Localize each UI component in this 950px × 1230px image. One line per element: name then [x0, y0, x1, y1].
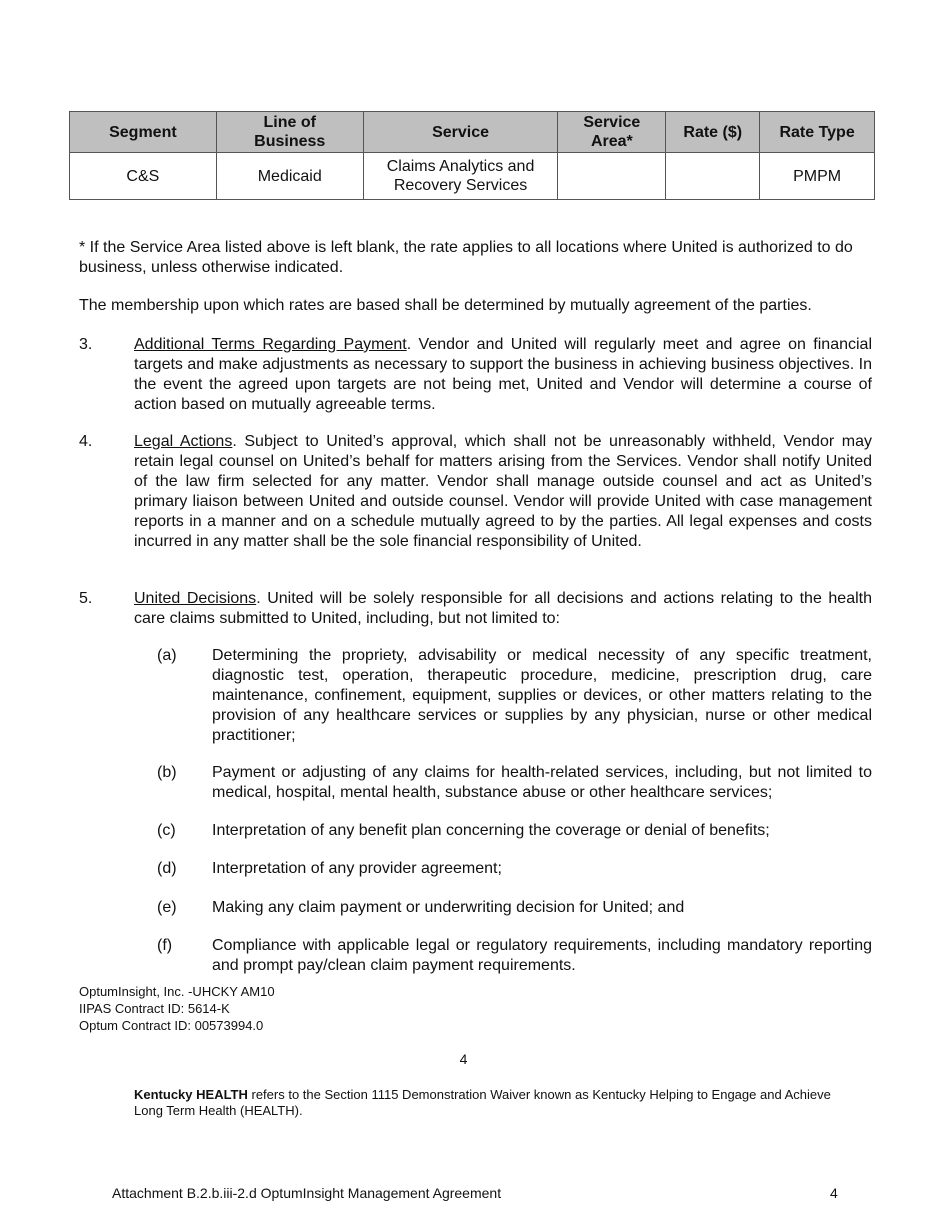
note-bold-term: Kentucky HEALTH	[134, 1087, 248, 1102]
header-rate: Rate ($)	[666, 112, 760, 153]
header-line-of-business: Line of Business	[216, 112, 363, 153]
section-5-title: United Decisions	[134, 590, 257, 607]
section-4-body	[134, 432, 872, 552]
cell-rate	[666, 153, 760, 200]
subitem-e-text: Making any claim payment or underwriting decision for United; and	[212, 899, 685, 916]
table-header-row	[70, 112, 875, 153]
subitem-c-label: (c)	[157, 822, 176, 839]
cell-rate-type: PMPM	[760, 153, 875, 200]
table-row	[70, 153, 875, 200]
attachment-title: Attachment B.2.b.iii-2.d OptumInsight Management Agreement	[112, 1185, 502, 1201]
section-3-number: 3.	[79, 336, 93, 353]
contract-iipas-id: IIPAS Contract ID: 5614-K	[79, 1001, 230, 1016]
cell-segment: C&S	[70, 153, 217, 200]
section-3-body	[134, 335, 872, 415]
subitem-a-label: (a)	[157, 647, 177, 664]
subitem-d-text: Interpretation of any provider agreement;	[212, 860, 502, 877]
kentucky-health-note	[134, 1087, 844, 1119]
subitem-f-label: (f)	[157, 937, 173, 954]
section-5-text: . United will be solely responsible for all decisions and actions relating to the health care claims submitted to United, including, but not limited to:	[134, 590, 873, 627]
header-segment: Segment	[70, 112, 217, 153]
contract-optum-id: Optum Contract ID: 00573994.0	[79, 1018, 264, 1033]
subitem-b-text: Payment or adjusting of any claims for health-related services, including, but not limited to medical, hospital, mental health, substance abuse or other healthcare services;	[212, 764, 872, 801]
cell-service: Claims Analytics and Recovery Services	[363, 153, 558, 200]
section-5-number: 5.	[79, 590, 93, 607]
service-area-footnote: * If the Service Area listed above is left blank, the rate applies to all locations where United is authorized to do business, unless otherwise indicated.	[79, 239, 853, 276]
rate-table	[69, 111, 875, 200]
attachment-page-number: 4	[830, 1185, 838, 1201]
cell-line-of-business: Medicaid	[216, 153, 363, 200]
header-service-area: Service Area*	[558, 112, 666, 153]
section-4-number: 4.	[79, 433, 93, 450]
section-3-text: . Vendor and United will regularly meet and agree on financial targets and make adjustments as necessary to support the business in achieving business objectives. In the event the agreed upon targets are not being met, United and Vendor will determine a course of action based on mutually agreeable terms.	[134, 336, 873, 413]
contract-company: OptumInsight, Inc. -UHCKY AM10	[79, 984, 275, 999]
section-3-title: Additional Terms Regarding Payment	[134, 336, 407, 353]
subitem-e-label: (e)	[157, 899, 177, 916]
cell-service-area	[558, 153, 666, 200]
subitem-d-label: (d)	[157, 860, 177, 877]
header-rate-type: Rate Type	[760, 112, 875, 153]
note-text: refers to the Section 1115 Demonstration Waiver known as Kentucky Helping to Engage and Achieve Long Term Health (HEALTH).	[134, 1087, 831, 1118]
section-4-title: Legal Actions	[134, 433, 233, 450]
header-service: Service	[363, 112, 558, 153]
section-5-body	[134, 589, 872, 629]
subitem-a-text: Determining the propriety, advisability or medical necessity of any specific treatment, diagnostic test, operation, therapeutic procedure, medicine, prescription drug, care maintenance, confinement, equipment, supplies or devices, or other matters relating to the provision of any healthcare services or supplies by any physician, nurse or other medical practitioner;	[212, 647, 872, 744]
membership-paragraph: The membership upon which rates are based shall be determined by mutually agreement of the parties.	[79, 297, 812, 314]
subitem-b-label: (b)	[157, 764, 177, 781]
page-number: 4	[459, 1051, 468, 1067]
contract-info	[79, 983, 275, 1034]
subitem-f-text: Compliance with applicable legal or regulatory requirements, including mandatory reporting and prompt pay/clean claim payment requirements.	[212, 937, 872, 974]
subitem-c-text: Interpretation of any benefit plan concerning the coverage or denial of benefits;	[212, 822, 770, 839]
section-4-text: . Subject to United’s approval, which shall not be unreasonably withheld, Vendor may retain legal counsel on United’s behalf for matters arising from the Services. Vendor shall notify United of the law firm selected for any matter. Vendor shall manage outside counsel and act as United’s primary liaison between United and outside counsel. Vendor will provide United with case management reports in a manner and on a schedule mutually agreed to by the parties. All legal expenses and costs incurred in any matter shall be the sole financial responsibility of United.	[134, 433, 873, 550]
